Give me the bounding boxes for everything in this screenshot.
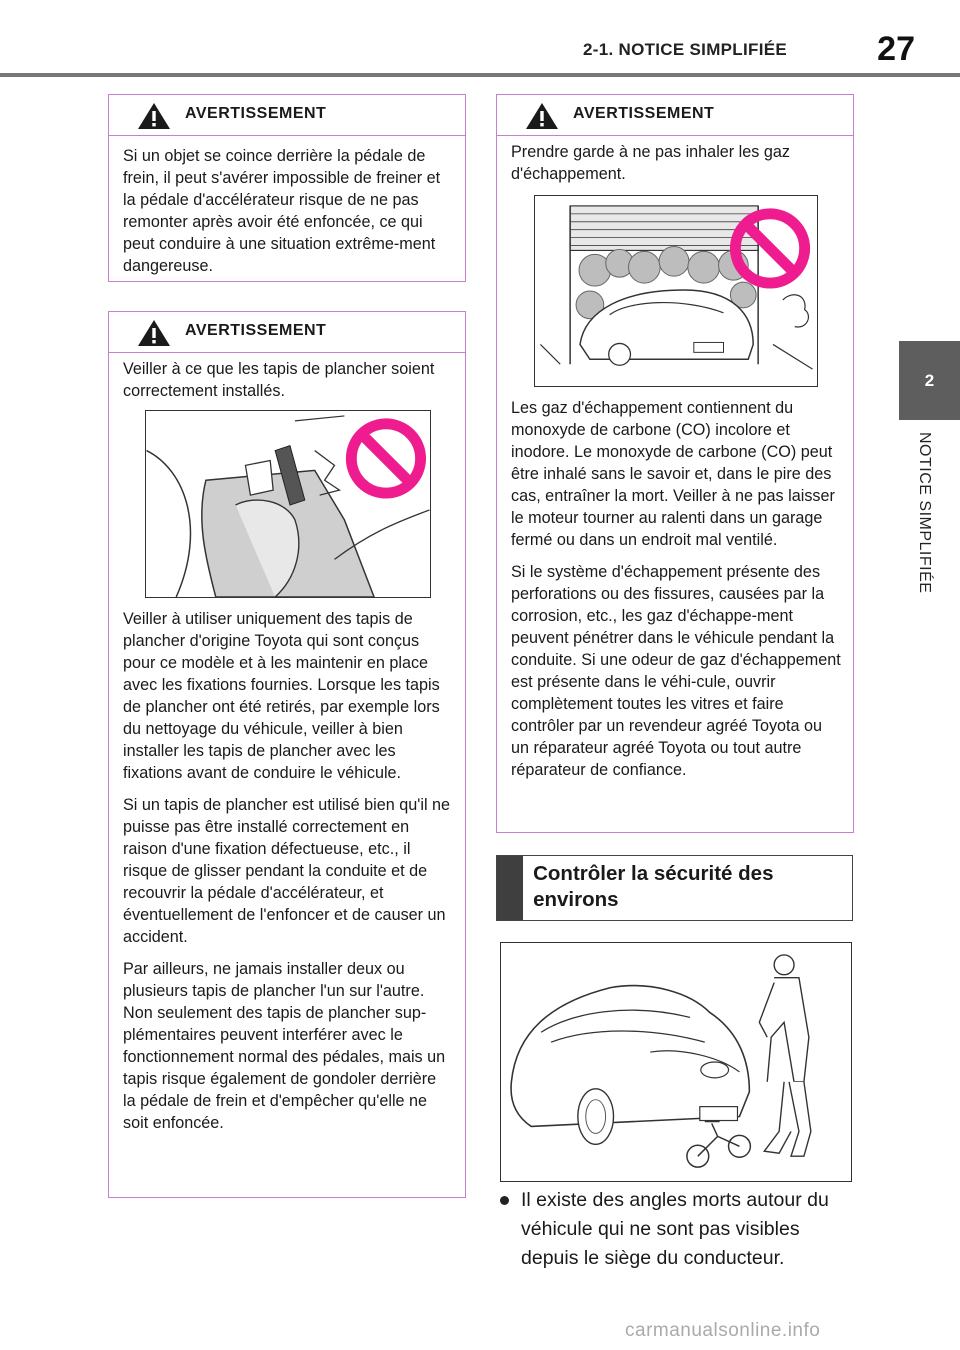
watermark: carmanualsonline.info [625,1320,821,1341]
surroundings-illustration [500,942,852,1182]
bullet-item [500,1186,850,1273]
warning-paragraph: Les gaz d'échappement contiennent du monoxyde de carbone (CO) incolore et inodore. Le monoxyde de carbone (CO) peut être inhalé sans le savoir et, dans le pire des cas, entraîner la mort. Veiller à ne pas laisser le moteur tourner au ralenti dans un garage fermé ou dans un endroit mal ventilé. [511,399,835,549]
warning-box-brake-pedal [108,94,466,282]
warning-title: AVERTISSEMENT [573,105,715,122]
warning-intro: Prendre garde à ne pas inhaler les gaz d'échappement. [511,143,790,183]
garage-exhaust-drawing [535,196,817,386]
floor-mat-illustration [145,410,431,598]
warning-header [109,95,465,136]
header-divider [0,73,960,77]
section-heading-bar [497,856,523,920]
warning-box-exhaust-gas [496,94,854,833]
warning-header [497,95,853,136]
warning-paragraph: Veiller à utiliser uniquement des tapis de plancher d'origine Toyota qui sont conçus pour ce modèle et à les maintenir en place avec les fixations fournies. Lorsque les tapis de plancher ont été retirés, par exemple lors du nettoyage du véhicule, veiller à bien installer les tapis de plancher avec les fixations avant de conduire le véhicule. [123,610,440,782]
page-number: 27 [877,30,915,68]
warning-header [109,312,465,353]
warning-box-floor-mats [108,311,466,1198]
warning-paragraph: Si le système d'échappement présente des perforations ou des fissures, causées par la corrosion, etc., les gaz d'échappe-ment peuvent pénétrer dans le véhicule pendant la conduite. Si une odeur de gaz d'échappement est présente dans le véhi-cule, ouvrir complètement toutes les vitres et faire contrôler par un revendeur agréé Toyota ou un réparateur agréé Toyota ou tout autre réparateur de confiance. [511,563,841,779]
car-bicycle-person-drawing [501,943,851,1181]
garage-exhaust-illustration [534,195,818,387]
warning-paragraph: Si un objet se coince derrière la pédale de frein, il peut s'avérer impossible de freiner et la pédale d'accélérateur risque de ne pas remonter après avoir été enfoncée, ce qui peut conduire à une situation extrême-ment dangereuse. [123,147,441,275]
section-title: 2-1. NOTICE SIMPLIFIÉE [582,40,788,59]
warning-intro: Veiller à ce que les tapis de plancher soient correctement installés. [123,360,435,400]
warning-triangle-icon [137,319,171,347]
bullet-dot-icon [500,1196,509,1205]
warning-paragraph: Par ailleurs, ne jamais installer deux ou plusieurs tapis de plancher l'un sur l'autre. Non seulement des tapis de plancher sup-plémentaires peuvent interférer avec le fonctionnement normal des pédales, mais un tapis risque également de gondoler derrière la pédale de frein et d'empêcher qu'elle ne soit enfoncée. [123,960,446,1132]
section-heading [496,855,853,921]
chapter-tab[interactable] [899,341,960,420]
warning-triangle-icon [525,102,559,130]
warning-triangle-icon [137,102,171,130]
warning-paragraph: Si un tapis de plancher est utilisé bien qu'il ne puisse pas être installé correctement en raison d'une fixation défectueuse, etc., il risque de glisser pendant la conduite et de recouvrir la pédale d'accélérateur, et éventuellement de l'enfoncer et de causer un accident. [123,796,451,946]
bullet-text: Il existe des angles morts autour du véhicule qui ne sont pas visibles depuis le siège du conducteur. [521,1189,829,1269]
floor-mat-drawing [146,411,430,597]
warning-title: AVERTISSEMENT [185,322,327,339]
warning-title: AVERTISSEMENT [185,105,327,122]
section-heading-title: Contrôler la sécurité des environs [533,862,774,911]
chapter-label: NOTICE SIMPLIFIÉE [916,432,933,594]
chapter-number: 2 [924,370,935,390]
